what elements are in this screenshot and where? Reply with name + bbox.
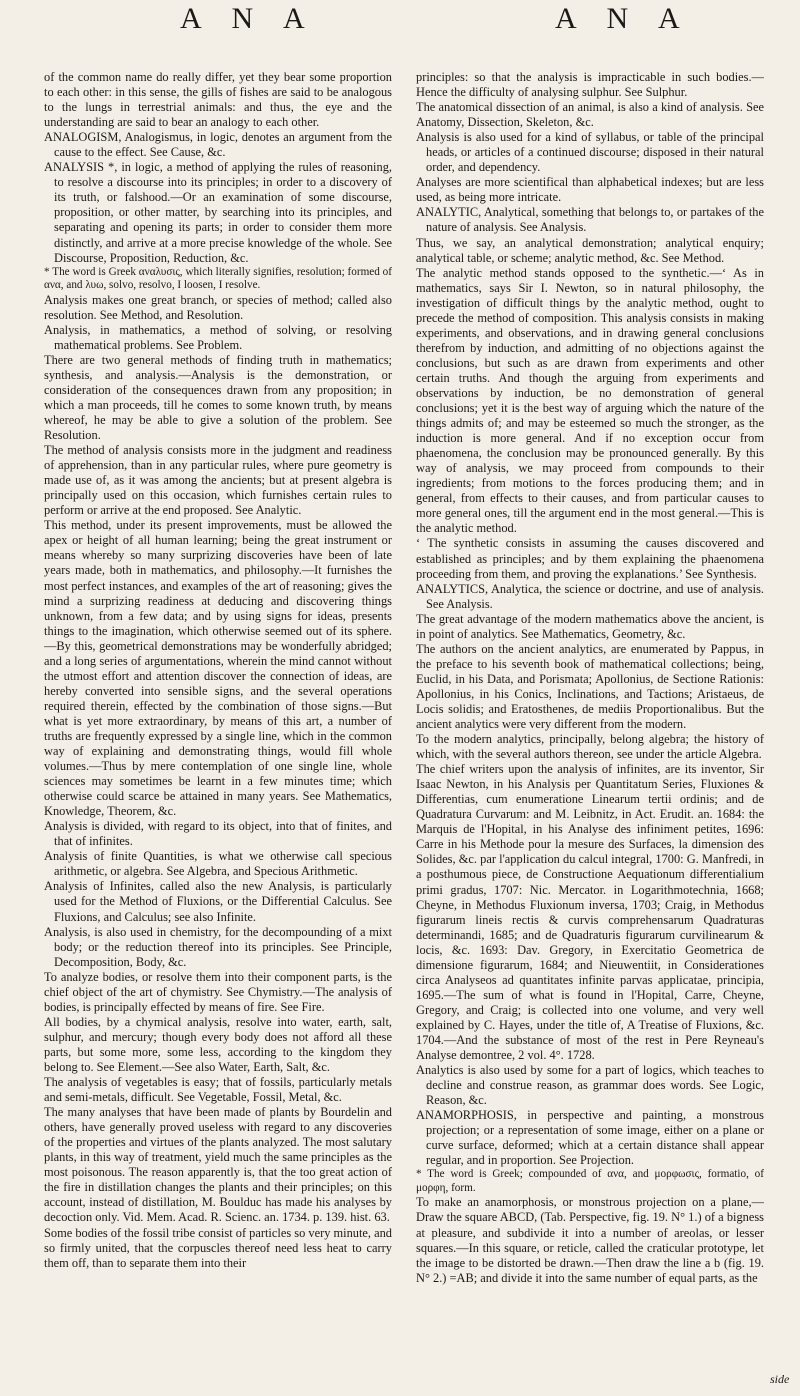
paragraph: This method, under its present improvements, must be allowed the apex or height of all human learning; being the great instrument or means whereby so many surprizing discoveries have been of late years made, both in mathematics, and philosophy.—It furnishes the most perfect instances, and examples of the art of reasoning; gives the mind a surprizing readiness at deducing and discovering things unknown, from a few data; and by using signs for ideas, presents things to the imagination, which otherwise seemed out of its sphere.—By this, geometrical demonstrations may be wonderfully abridged; and a long series of argumentations, wherein the mind cannot without the utmost effort and attention discover the connection of ideas, are hereby converted into sensible signs, and the several operations required therein, effected by the combination of those signs.—But what is yet more extraordinary, by means of this art, a number of truths are frequently expressed by a single line, which in the common way of explaining and demonstrating things, would fill whole volumes.—Thus by mere contemplation of one single line, whole sciences may sometimes be learnt in a few minutes time; which otherwise could scarce be attained in many years. See Mathematics, Knowledge, Theorem, &c. [44, 518, 392, 819]
entry-analogism: ANALOGISM, Analogismus, in logic, denotes an argument from the cause to the effect. See Cause, &c. [44, 130, 392, 160]
entry-anamorphosis: ANAMORPHOSIS, in perspective and painting, a monstrous projection; or a representation of some image, either on a plane or curve surface, deformed; which at a certain distance shall appear regular, and in proportion. See Projection. [416, 1108, 764, 1168]
entry-analytic: ANALYTIC, Analytical, something that belongs to, or partakes of the nature of analysis. See Analysis. [416, 205, 764, 235]
paragraph: The chief writers upon the analysis of infinites, are its inventor, Sir Isaac Newton, in his Analysis per Quantitatum Series, Fluxiones & Differentias, cum enumeratione Linearum tertii ordinis; and de Quadratura Curvarum: and M. Leibnitz, in Act. Erudit. an. 1684: the Marquis de l'Hopital, in his Analyse des infiniment petites, 1696: Carre in his Methode pour la mesure des Surfaces, la dimension des Solides, &c. par l'application du calcul integral, 1700: G. Manfredi, in a posthumous piece, de Constructione Aequationum differentialium primi gradus, 1707: Nic. Mercator. in Logarithmotechnia, 1668; Cheyne, in Methodus Fluxionum inversa, 1703; Craig, in Methodus figurarum lineis rectis & curvis comprehensarum Quadraturas determinandi, 1685; and de Quadraturis figurarum curvilinearum & locis, &c. 1693: Dav. Gregory, in Exercitatio Geometrica de dimensione figurarum, 1684; and Nieuwentiit, in Considerationes circa Analyseos ad quantitates infinite parvas applicatae, principia, 1695.—The sum of what is found in l'Hopital, Carre, Cheyne, Gregory, and Craig; is collected into one volume, and very well explained by C. Hayes, under the title of, A Treatise of Fluxions, &c. 1704.—And the substance of most of the rest in Pere Reyneau's Analyse demontree, 2 vol. 4°. 1728. [416, 762, 764, 1063]
right-column [416, 70, 764, 1380]
paragraph: Thus, we say, an analytical demonstration; analytical enquiry; analytical table, or scheme; analytic method, &c. See Method. [416, 235, 764, 265]
paragraph: The analytic method stands opposed to the synthetic.—‘ As in mathematics, says Sir I. Newton, so in natural philosophy, the investigation of difficult things by the analytic method, ought to precede the method of composition. This analysis consists in making experiments, and observations, and in drawing general conclusions therefrom by induction, and admitting of no objections against the conclusions, but such as are drawn from experiments and other certain truths. And though the arguing from experiments and observations by induction, be no demonstration of general conclusions; yet it is the best way of arguing which the nature of the things admits of; and may be esteemed so much the stronger, as the induction is more general. And if no exception occur from phaenomena, the conclusion may be pronounced generally. By this way of analysis, we may proceed from compounds to their ingredients; from motions to the forces producing them; and in general, from effects to their causes, and from particular causes to more general ones, till the argument end in the most general.—This is the analytic method. [416, 265, 764, 536]
paragraph: ‘ The synthetic consists in assuming the causes discovered and established as principles; and by them explaining the phaenomena proceeding from them, and proving the explanations.’ See Synthesis. [416, 536, 764, 581]
paragraph: Analyses are more scientifical than alphabetical indexes; but are less used, as being more intricate. [416, 175, 764, 205]
paragraph: The method of analysis consists more in the judgment and readiness of apprehension, than in any particular rules, where pure geometry is made use of, as it was among the ancients; but at present algebra is principally used on this occasion, which furnishes certain rules to perform or arrive at the end proposed. See Analytic. [44, 443, 392, 518]
paragraph: Analysis makes one great branch, or species of method; called also resolution. See Method, and Resolution. [44, 292, 392, 322]
paragraph: Analytics is also used by some for a part of logics, which teaches to decline and construe reason, as grammar does words. See Logic, Reason, &c. [416, 1063, 764, 1108]
paragraph: principles: so that the analysis is impracticable in such bodies.—Hence the difficulty of analysing sulphur. See Sulphur. [416, 70, 764, 100]
entry-analysis-chemistry: Analysis, is also used in chemistry, for the decompounding of a mixt body; or the reduction thereof into its principles. See Principle, Decomposition, Body, &c. [44, 924, 392, 969]
entry-analysis-mathematics: Analysis, in mathematics, a method of solving, or resolving mathematical problems. See Problem. [44, 322, 392, 352]
footnote: * The word is Greek; compounded of ανα, and μορφωσις, formatio, of μορφη, form. [416, 1168, 764, 1194]
paragraph: Some bodies of the fossil tribe consist of particles so very minute, and so firmly united, that the corpuscles thereof need less heat to carry them off, than to separate them into their [44, 1225, 392, 1270]
entry-analysis-finite: Analysis of finite Quantities, is what we otherwise call specious arithmetic, or algebra. See Algebra, and Specious Arithmetic. [44, 849, 392, 879]
paragraph: There are two general methods of finding truth in mathematics; synthesis, and analysis.—Analysis is the demonstration, or consideration of the consequences drawn from any proposition; in which a man proceeds, till he comes to some known truth, by means whereof, he may be able to give a solution of the problem. See Resolution. [44, 352, 392, 443]
paragraph: The anatomical dissection of an animal, is also a kind of analysis. See Anatomy, Dissection, Skeleton, &c. [416, 100, 764, 130]
paragraph: Analysis is also used for a kind of syllabus, or table of the principal heads, or articles of a continued discourse; disposed in their natural order, and dependency. [416, 130, 764, 175]
paragraph: The great advantage of the modern mathematics above the ancient, is in point of analytics. See Mathematics, Geometry, &c. [416, 611, 764, 641]
catchword: side [770, 1372, 790, 1386]
entry-analytics: ANALYTICS, Analytica, the science or doctrine, and use of analysis. See Analysis. [416, 581, 764, 611]
left-column [44, 70, 392, 1380]
paragraph: Analysis is divided, with regard to its object, into that of finites, and that of infinites. [44, 819, 392, 849]
paragraph: To make an anamorphosis, or monstrous projection on a plane,—Draw the square ABCD, (Tab. Perspective, fig. 19. N° 1.) of a bigness at pleasure, and subdivide it into a number of areolas, or lesser squares.—In this square, or reticle, called the craticular prototype, let the image to be distorted be drawn.—Then draw the line a b (fig. 19. N° 2.) =AB; and divide it into the same number of equal parts, as the [416, 1195, 764, 1285]
paragraph: All bodies, by a chymical analysis, resolve into water, earth, salt, sulphur, and mercury; though every body does not afford all these parts, but some more, some less, according to the kingdom they belong to. See Element.—See also Water, Earth, Salt, &c. [44, 1014, 392, 1074]
paragraph: To the modern analytics, principally, belong algebra; the history of which, with the several authors thereon, see under the article Algebra. [416, 732, 764, 762]
entry-analysis-infinites: Analysis of Infinites, called also the new Analysis, is particularly used for the Method of Fluxions, or the Differential Calculus. See Fluxions, and Calculus; see also Infinite. [44, 879, 392, 924]
header-left: A N A [180, 2, 317, 35]
paragraph: of the common name do really differ, yet they bear some proportion to each other: in this sense, the gills of fishes are said to be analogous to the lungs in terrestrial animals: and thus, the eye and the understanding are said to bear an analogy to each other. [44, 70, 392, 130]
header-right: A N A [555, 2, 692, 35]
running-header [0, 0, 800, 60]
paragraph: The authors on the ancient analytics, are enumerated by Pappus, in the preface to his seventh book of mathematical collections; being, Euclid, in his Data, and Porismata; Apollonius, de Sectione Rationis: Apollonius, in his Conics, Inclinations, and Tactions; Aristaeus, de Locis solidis; and Eratosthenes, de mediis Proportionalibus. But the ancient analytics were very different from the modern. [416, 641, 764, 732]
paragraph: The analysis of vegetables is easy; that of fossils, particularly metals and semi-metals, difficult. See Vegetable, Fossil, Metal, &c. [44, 1075, 392, 1105]
paragraph: To analyze bodies, or resolve them into their component parts, is the chief object of the art of chymistry. See Chymistry.—The analysis of bodies, is principally effected by means of fire. See Fire. [44, 969, 392, 1014]
paragraph: The many analyses that have been made of plants by Bourdelin and others, have generally proved useless with regard to any discoveries of the properties and virtues of the plants analyzed. The most salutary plants, in this way of treatment, yield much the same principles as the most poisonous. The reason apparently is, that the too great action of the fire in distillation changes the plants and their principles; on this account, instead of distillation, M. Boulduc has made his analyses by decoction only. Vid. Mem. Acad. R. Scienc. an. 1734. p. 139. hist. 63. [44, 1105, 392, 1225]
footnote: * The word is Greek αναλυσις, which literally signifies, resolution; formed of ανα, and λυω, solvo, resolvo, I loosen, I resolve. [44, 265, 392, 292]
entry-analysis: ANALYSIS *, in logic, a method of applying the rules of reasoning, to resolve a discourse into its principles; in order to a discovery of its truth, or falshood.—Or an examination of some discourse, proposition, or other matter, by searching into its principles, and separating and opening its parts; in order to consider them more distinctly, and arrive at a more precise knowledge of the whole. See Discourse, Proposition, Reduction, &c. [44, 160, 392, 265]
